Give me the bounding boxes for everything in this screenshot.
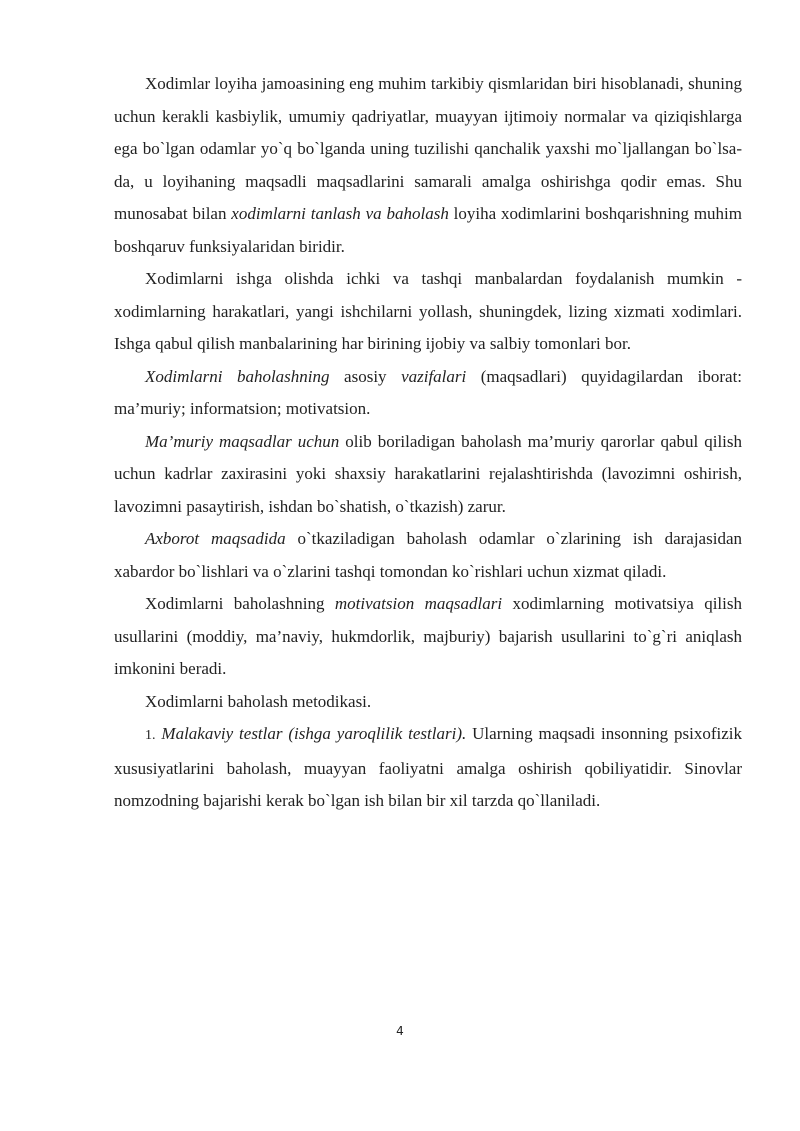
paragraph-hiring-sources: Xodimlarni ishga olishda ichki va tashqi manbalardan foydalanish mumkin - xodimlarning harakatlari, yangi ishchilarni yollash, shuningdek, lizing xizmati xodimlari. Ishga qabul qilish manbalarining har birining ijobiy va salbiy tomonlari bor. bbox=[114, 269, 742, 353]
emphasis-selection-assessment: xodimlarni tanlash va baholash bbox=[231, 204, 449, 223]
paragraph-assessment-tasks: Xodimlarni baholashning asosiy vazifalari (maqsadlari) quyidagilardan iborat: ma’muriy; informatsion; motivatsion. bbox=[114, 366, 743, 418]
paragraph-staff-importance: Xodimlar loyiha jamoasining eng muhim tarkibiy qismlaridan biri hisoblanadi, shuning uchun kerakli kasbiylik, umumiy qadriyatlar, muayyan ijtimoiy normalar va qiziqishlarga ega bo`lgan odamlar yo`q bo`lganda uning tuzilishi qanchalik yaxshi mo`ljallangan bo`lsa-da, u loyihaning maqsadli maqsadlarini samarali amalga oshirishga qodir emas. Shu munosabat bilan xodimlarni tanlash va baholash loyiha xodimlarini boshqarishning muhim boshqaruv funksiyalaridan biridir. bbox=[114, 74, 742, 256]
paragraph-methodology-heading: Xodimlarni baholash metodikasi. bbox=[145, 691, 372, 711]
paragraph-qualification-tests: 1. Malakaviy testlar (ishga yaroqlilik testlari). Ularning maqsadi insonning psixofizik xususiyatlarini baholash, muayyan faoliyatni amalga oshirish qobiliyatidir. Sinovlar nomzodning bajarishi kerak bo`lgan ish bilan bir xil tarzda qo`llaniladi. bbox=[114, 724, 742, 810]
list-number: 1. bbox=[145, 728, 156, 743]
document-body bbox=[114, 68, 742, 818]
page-number: 4 bbox=[396, 1024, 404, 1038]
paragraph-motivational-goals: Xodimlarni baholashning motivatsion maqsadlari xodimlarning motivatsiya qilish usullarini (moddiy, ma’naviy, hukmdorlik, majburiy) bajarish usullarini to`g`ri aniqlash imkonini beradi. bbox=[114, 594, 742, 678]
paragraph-information-goals: Axborot maqsadida o`tkaziladigan baholash odamlar o`zlarining ish darajasidan xabardor bo`lishlari va o`zlarini tashqi tomondan ko`rishlari uchun xizmat qiladi. bbox=[114, 529, 742, 581]
paragraph-administrative-goals: Ma’muriy maqsadlar uchun olib boriladigan baholash ma’muriy qarorlar qabul qilish uchun kadrlar zaxirasini yoki shaxsiy harakatlarini rejalashtirishda (lavozimni oshirish, lavozimni pasaytirish, ishdan bo`shatish, o`tkazish) zarur. bbox=[114, 431, 743, 516]
